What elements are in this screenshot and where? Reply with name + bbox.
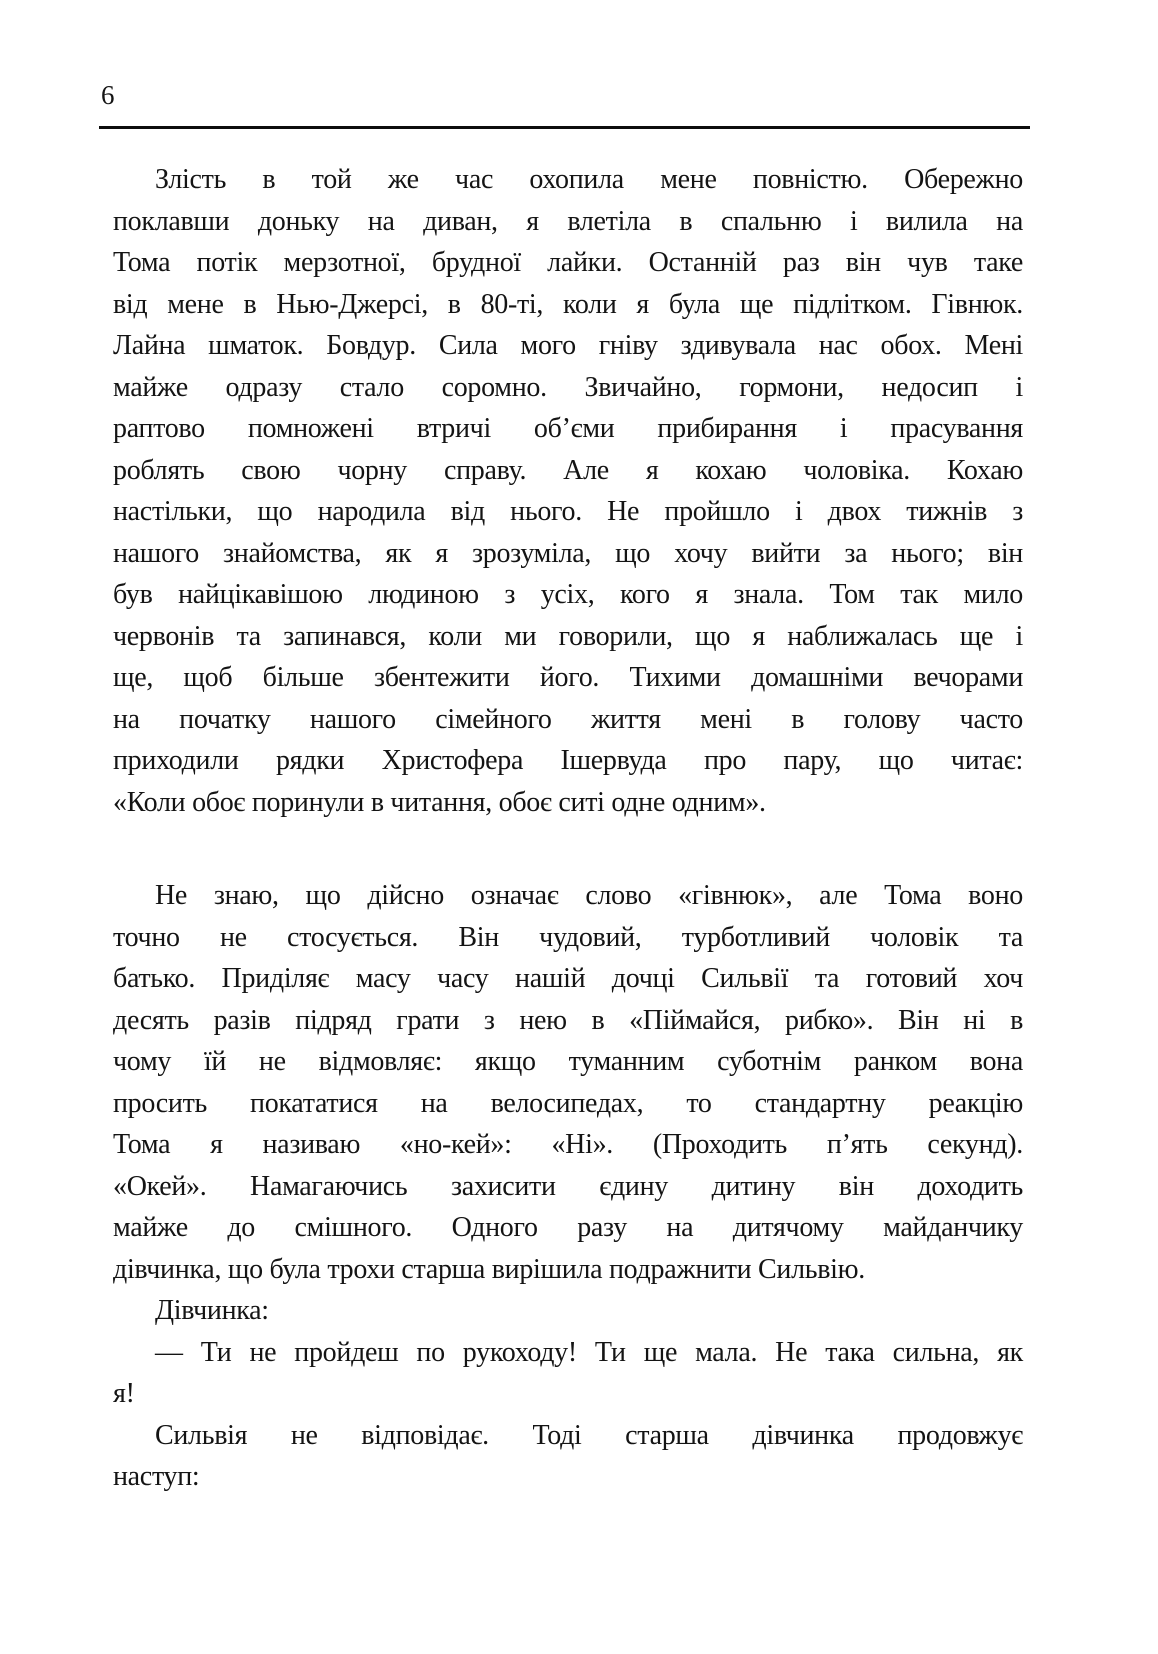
- text-line: роблять свою чорну справу. Але я кохаю чоловіка. Кохаю: [113, 454, 1023, 486]
- text-line: від мене в Нью-Джерсі, в 80-ті, коли я була ще підлітком. Гівнюк.: [113, 288, 1023, 320]
- text-line: наступ:: [113, 1461, 200, 1492]
- text-line: Лайна шматок. Бовдур. Сила мого гніву здивувала нас обох. Мені: [113, 330, 1023, 361]
- page-text: [113, 159, 1023, 1498]
- text-line: на початку нашого сімейного життя мені в голову часто: [113, 703, 1023, 735]
- text-line: поклавши доньку на диван, я влетіла в спальню і вилила на: [113, 205, 1023, 237]
- paragraph-2: [113, 875, 1023, 1290]
- text-line: майже до смішного. Одного разу на дитячому майданчику: [113, 1212, 1023, 1243]
- page-number: 6: [101, 80, 115, 110]
- header-divider-rule: [99, 126, 1030, 129]
- text-line: я!: [113, 1378, 135, 1409]
- paragraph-5: [113, 1415, 1023, 1498]
- paragraph-1: [113, 159, 1023, 823]
- text-line: «Коли обоє поринули в читання, обоє ситі одне одним».: [113, 786, 766, 818]
- text-line: Тома потік мерзотної, брудної лайки. Останній раз він чув таке: [113, 247, 1023, 278]
- text-line: дівчинка, що була трохи старша вирішила подражнити Сильвію.: [113, 1253, 865, 1285]
- text-line: червонів та запинався, коли ми говорили, що я наближалась ще і: [113, 620, 1023, 652]
- text-line: — Ти не пройдеш по рукоходу! Ти ще мала. Не така сильна, як: [155, 1336, 1023, 1368]
- text-line: Злість в той же час охопила мене повністю. Обережно: [155, 164, 1023, 195]
- text-line: Не знаю, що дійсно означає слово «гівнюк», але Тома воно: [155, 880, 1023, 911]
- text-line: був найцікавішою людиною з усіх, кого я знала. Том так мило: [113, 579, 1023, 610]
- text-line: «Окей». Намагаючись захисити єдину дитину він доходить: [113, 1170, 1023, 1202]
- paragraph-4-dialogue: [113, 1332, 1023, 1415]
- text-line: Сильвія не відповідає. Тоді старша дівчинка продовжує: [155, 1419, 1023, 1451]
- text-line: настільки, що народила від нього. Не пройшло і двох тижнів з: [113, 496, 1023, 527]
- text-line: ще, щоб більше збентежити його. Тихими домашніми вечорами: [113, 662, 1023, 693]
- text-line: нашого знайомства, як я зрозуміла, що хочу вийти за нього; він: [113, 537, 1023, 569]
- text-line: Тома я називаю «но-кей»: «Ні». (Проходить п’ять секунд).: [113, 1129, 1023, 1160]
- paragraph-3: [113, 1290, 1023, 1332]
- text-line: просить покататися на велосипедах, то стандартну реакцію: [113, 1087, 1023, 1119]
- text-line: Дівчинка:: [155, 1295, 269, 1326]
- text-line: десять разів підряд грати з нею в «Піймайся, рибко». Він ні в: [113, 1004, 1023, 1036]
- text-line: приходили рядки Христофера Ішервуда про пару, що читає:: [113, 745, 1023, 776]
- text-line: точно не стосується. Він чудовий, турботливий чоловік та: [113, 921, 1023, 953]
- text-line: майже одразу стало соромно. Звичайно, гормони, недосип і: [113, 371, 1023, 403]
- text-line: раптово помножені втричі об’єми прибирання і прасування: [113, 413, 1023, 444]
- text-line: батько. Приділяє масу часу нашій дочці Сильвії та готовий хоч: [113, 963, 1023, 994]
- text-line: чому їй не відмовляє: якщо туманним суботнім ранком вона: [113, 1046, 1023, 1077]
